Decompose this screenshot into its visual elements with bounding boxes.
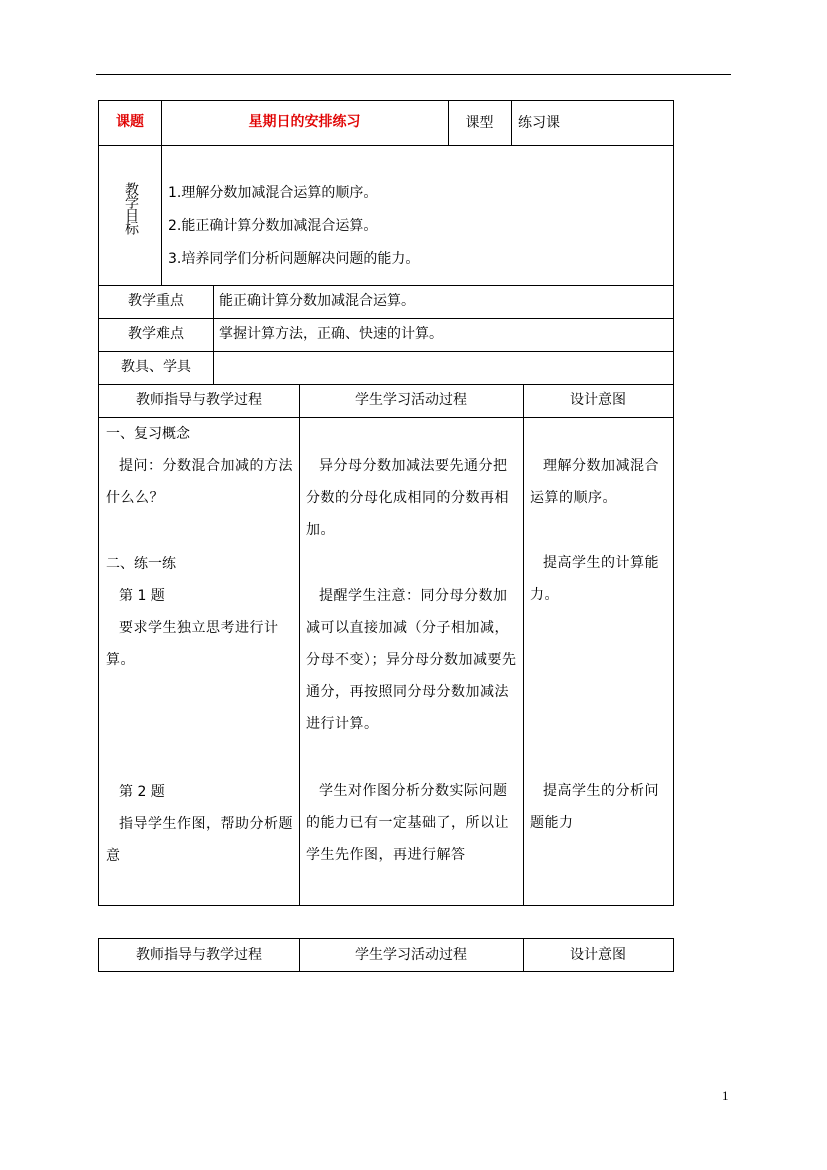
student-activity-3: 学生对作图分析分数实际问题的能力已有一定基础了，所以让学生先作图，再进行解答 bbox=[306, 783, 509, 863]
teacher-header-2: 教师指导与教学过程 bbox=[136, 947, 262, 963]
objective-item: 3.培养同学们分析问题解决问题的能力。 bbox=[168, 251, 420, 267]
difficulty-value: 掌握计算方法，正确、快速的计算。 bbox=[219, 326, 443, 342]
practice-heading: 二、练一练 bbox=[106, 556, 176, 572]
objective-item: 1.理解分数加减混合运算的顺序。 bbox=[168, 185, 378, 201]
difficulty-label: 教学难点 bbox=[128, 326, 184, 342]
objectives-label: 教学目标 bbox=[123, 182, 139, 234]
objective-item: 2.能正确计算分数加减混合运算。 bbox=[168, 218, 378, 234]
key-point-value: 能正确计算分数加减混合运算。 bbox=[219, 293, 415, 309]
intent-header: 设计意图 bbox=[570, 392, 626, 408]
q1-text: 要求学生独立思考进行计算。 bbox=[106, 620, 279, 668]
key-point-label: 教学重点 bbox=[128, 293, 184, 309]
tools-label: 教具、学具 bbox=[121, 359, 191, 375]
intent-1: 理解分数加减混合运算的顺序。 bbox=[530, 458, 659, 506]
intent-header-2: 设计意图 bbox=[570, 947, 626, 963]
intent-2: 提高学生的计算能力。 bbox=[530, 555, 659, 603]
intent-3: 提高学生的分析问题能力 bbox=[530, 783, 659, 831]
student-header-2: 学生学习活动过程 bbox=[355, 947, 467, 963]
page-number: 1 bbox=[722, 1088, 729, 1103]
q2-text: 指导学生作图，帮助分析题意 bbox=[106, 816, 293, 864]
review-question: 提问：分数混合加减的方法什么么？ bbox=[106, 458, 293, 506]
header-rule bbox=[96, 74, 731, 75]
student-activity-2: 提醒学生注意：同分母分数加减可以直接加减（分子相加减，分母不变）；异分母分数加减要先通分，再按照同分母分数加减法进行计算。 bbox=[306, 588, 517, 732]
title-label: 课题 bbox=[116, 114, 144, 130]
type-label: 课型 bbox=[465, 115, 494, 131]
type-value: 练习课 bbox=[518, 115, 560, 131]
q2-label: 第 2 题 bbox=[119, 784, 165, 800]
lesson-title: 星期日的安排练习 bbox=[248, 114, 361, 130]
student-activity-1: 异分母分数加减法要先通分把分数的分母化成相同的分数再相加。 bbox=[306, 458, 509, 538]
student-header: 学生学习活动过程 bbox=[355, 392, 467, 408]
q1-label: 第 1 题 bbox=[119, 588, 165, 604]
review-heading: 一、复习概念 bbox=[106, 426, 190, 442]
teacher-header: 教师指导与教学过程 bbox=[136, 392, 262, 408]
